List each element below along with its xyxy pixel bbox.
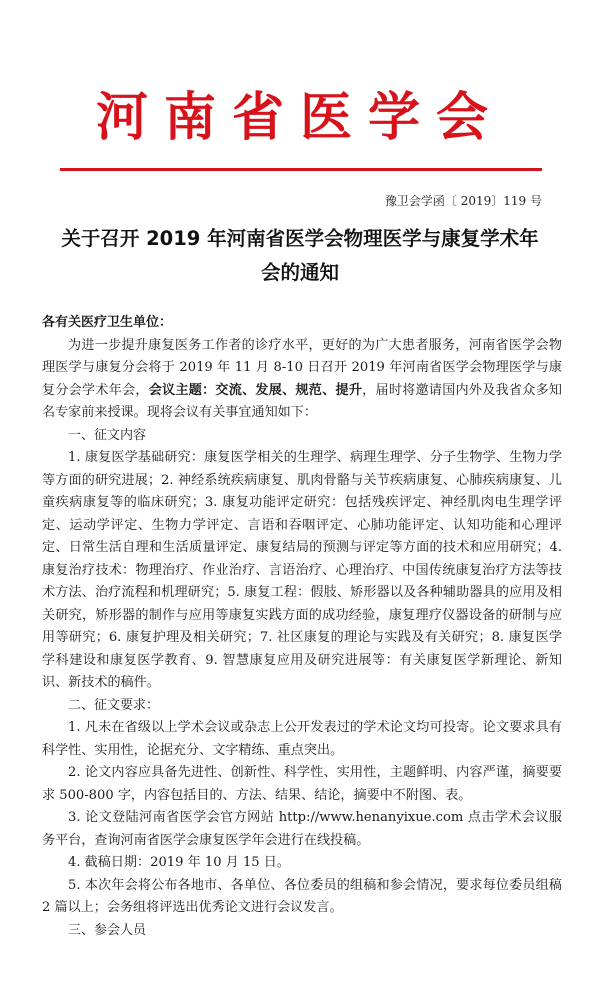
requirement-item: 2. 论文内容应具备先进性、创新性、科学性、实用性，主题鲜明、内容严谨，摘要要求 500-800 字，内容包括目的、方法、结果、结论，摘要中不附图、表。 (42, 765, 562, 803)
section-1-heading: 一、征文内容 (68, 427, 147, 443)
notice-title (30, 222, 570, 290)
intro-part-2: ，届时将邀请国内外及我省众多知名专家前来授课。现将会议有关事宜通知如下： (42, 382, 563, 420)
requirement-item: 5. 本次年会将公布各地市、各单位、各位委员的组稿和参会情况，要求每位委员组稿 2 篇以上；会务组将评选出优秀论文进行会议发言。 (42, 877, 562, 915)
notice-body (42, 312, 562, 942)
section-2-heading: 二、征文要求： (68, 697, 160, 713)
document-number: 豫卫会学函〔 2019〕119 号 (384, 194, 542, 208)
requirement-item: 4. 截稿日期：2019 年 10 月 15 日。 (68, 855, 290, 870)
intro-part-1: 为进一步提升康复医务工作者的诊疗水平，更好的为广大患者服务，河南省医学会物理医学与康复分会将于 2019 年 11 月 8-10 日召开 2019 年河南省医学会物理医学与康复分会学术年会， (42, 337, 562, 398)
intro-paragraph (42, 335, 562, 425)
org-masthead: 河南省医学会 (95, 87, 504, 148)
red-divider (60, 168, 542, 171)
section-3-heading: 三、参会人员 (68, 922, 147, 938)
section-1-text: 1. 康复医学基础研究：康复医学相关的生理学、病理生理学、分子生物学、生物力学等方面的研究进展；2. 神经系统疾病康复、肌肉骨骼与关节疾病康复、心肺疾病康复、儿童疾病康复等的临床研究；3. 康复功能评定研究：包括残疾评定、神经肌肉电生理学评定、运动学评定、生物力学评定、言语和吞咽评定、心肺功能评定、认知功能和心理评定、日常生活自理和生活质量评定、康复结局的预测与评定等方面的技术和应用研究；4. 康复治疗技术：物理治疗、作业治疗、言语治疗、心理治疗、中国传统康复治疗方法等技术方法、治疗流程和机理研究；5. 康复工程：假肢、矫形器以及各种辅助器具的应用及相关研究，矫形器的制作与应用等康复实践方面的成功经验，康复理疗仪器设备的研制与应用等研究；6. 康复护理及相关研究；7. 社区康复的理论与实践及有关研究；8. 康复医学学科建设和康复医学教育、9. 智慧康复应用及研究进展等：有关康复医学新理论、新知识、新技术的稿件。 (42, 450, 562, 690)
meeting-theme: 会议主题：交流、发展、规范、提升 (148, 382, 363, 398)
title-line-2: 会的通知 (260, 261, 339, 284)
requirement-item: 1. 凡未在省级以上学术会议或杂志上公开发表过的学术论文均可投寄。论文要求具有科学性、实用性，论据充分、文字精练、重点突出。 (42, 720, 562, 758)
addressee: 各有关医疗卫生单位： (42, 315, 173, 330)
requirement-item: 3. 论文登陆河南省医学会官方网站 http://www.henanyixue.com 点击学术会议服务平台，查询河南省医学会康复医学年会进行在线投稿。 (42, 810, 562, 848)
title-line-1: 关于召开 2019 年河南省医学会物理医学与康复学术年 (61, 227, 539, 250)
